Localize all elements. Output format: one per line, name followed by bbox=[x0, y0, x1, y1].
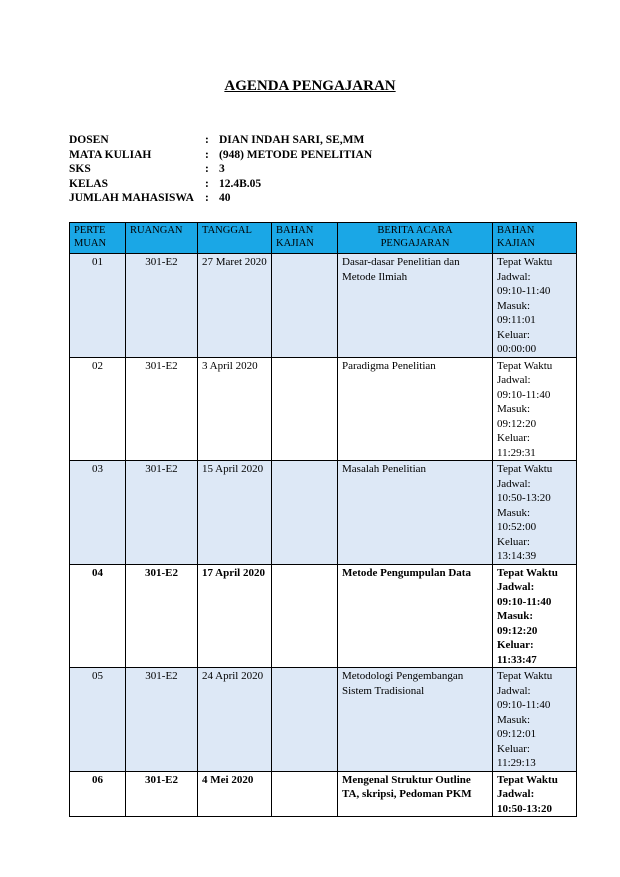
table-header-row bbox=[70, 223, 577, 254]
masuk-label: Masuk: bbox=[497, 403, 530, 415]
col-header-berita-acara: BERITA ACARA PENGAJARAN bbox=[338, 223, 493, 254]
cell-berita-acara: Dasar-dasar Penelitian dan Metode Ilmiah bbox=[338, 254, 493, 358]
masuk-label: Masuk: bbox=[497, 610, 534, 622]
course-info bbox=[69, 133, 372, 206]
cell-tanggal: 3 April 2020 bbox=[198, 357, 272, 461]
cell-berita-acara: Masalah Penelitian bbox=[338, 461, 493, 565]
info-label: KELAS bbox=[69, 177, 108, 190]
keluar-label: Keluar: bbox=[497, 742, 530, 755]
keluar-label: Keluar: bbox=[497, 639, 534, 651]
keluar-value: 11:33:47 bbox=[497, 653, 537, 666]
masuk-label: Masuk: bbox=[497, 506, 530, 519]
col-header-bahan-kajian-2: BAHAN KAJIAN bbox=[493, 223, 577, 254]
jadwal-label: Jadwal: bbox=[497, 581, 535, 593]
cell-ruangan: 301-E2 bbox=[126, 668, 198, 772]
agenda-table bbox=[69, 222, 577, 817]
jadwal-value: 10:50-13:20 bbox=[497, 492, 551, 504]
masuk-value: 09:12:20 bbox=[497, 624, 538, 637]
keluar-value: 11:29:13 bbox=[497, 757, 536, 769]
cell-kehadiran bbox=[493, 254, 577, 358]
info-label: JUMLAH MAHASISWA bbox=[69, 192, 194, 204]
cell-pertemuan: 06 bbox=[70, 771, 126, 817]
info-colon: : bbox=[205, 148, 209, 161]
table-row bbox=[70, 461, 577, 565]
keluar-label: Keluar: bbox=[497, 535, 530, 548]
cell-berita-acara: Mengenal Struktur Outline TA, skripsi, Pedoman PKM bbox=[338, 771, 493, 817]
jadwal-value: 10:50-13:20 bbox=[497, 802, 552, 815]
page-title: AGENDA PENGAJARAN bbox=[224, 78, 396, 94]
keluar-value: 11:29:31 bbox=[497, 446, 536, 459]
cell-pertemuan: 01 bbox=[70, 254, 126, 358]
masuk-label: Masuk: bbox=[497, 299, 530, 312]
cell-ruangan: 301-E2 bbox=[126, 357, 198, 461]
cell-tanggal: 24 April 2020 bbox=[198, 668, 272, 772]
cell-berita-acara: Metode Pengumpulan Data bbox=[338, 564, 493, 668]
table-row bbox=[70, 254, 577, 358]
cell-berita-acara: Metodologi Pengembangan Sistem Tradisional bbox=[338, 668, 493, 772]
attendance-status: Tepat Waktu bbox=[497, 463, 553, 475]
table-row bbox=[70, 771, 577, 817]
jadwal-label: Jadwal: bbox=[497, 788, 535, 800]
masuk-label: Masuk: bbox=[497, 713, 530, 726]
cell-kehadiran bbox=[493, 357, 577, 461]
table-row bbox=[70, 564, 577, 668]
info-value: (948) METODE PENELITIAN bbox=[219, 148, 373, 161]
jadwal-label: Jadwal: bbox=[497, 684, 531, 697]
info-colon: : bbox=[205, 177, 209, 190]
cell-kehadiran bbox=[493, 461, 577, 565]
cell-bahan-kajian bbox=[272, 564, 338, 668]
keluar-label: Keluar: bbox=[497, 328, 530, 341]
cell-ruangan: 301-E2 bbox=[126, 564, 198, 668]
cell-bahan-kajian bbox=[272, 254, 338, 358]
info-value: 40 bbox=[219, 192, 231, 204]
attendance-status: Tepat Waktu bbox=[497, 670, 553, 682]
cell-bahan-kajian bbox=[272, 771, 338, 817]
table-row bbox=[70, 357, 577, 461]
cell-pertemuan: 03 bbox=[70, 461, 126, 565]
cell-bahan-kajian bbox=[272, 461, 338, 565]
table-row bbox=[70, 668, 577, 772]
info-label: SKS bbox=[69, 163, 91, 175]
cell-bahan-kajian bbox=[272, 357, 338, 461]
col-header-tanggal: TANGGAL bbox=[198, 223, 272, 254]
info-label: MATA KULIAH bbox=[69, 148, 152, 161]
cell-ruangan: 301-E2 bbox=[126, 771, 198, 817]
jadwal-label: Jadwal: bbox=[497, 477, 531, 490]
col-header-ruangan: RUANGAN bbox=[126, 223, 198, 254]
info-colon: : bbox=[205, 192, 209, 204]
cell-pertemuan: 04 bbox=[70, 564, 126, 668]
masuk-value: 10:52:00 bbox=[497, 521, 537, 533]
col-header-bahan-kajian: BAHAN KAJIAN bbox=[272, 223, 338, 254]
cell-tanggal: 17 April 2020 bbox=[198, 564, 272, 668]
keluar-value: 00:00:00 bbox=[497, 343, 537, 355]
cell-berita-acara: Paradigma Penelitian bbox=[338, 357, 493, 461]
info-row-dosen bbox=[69, 133, 372, 148]
jadwal-value: 09:10-11:40 bbox=[497, 285, 551, 297]
info-row-kelas bbox=[69, 177, 372, 192]
attendance-status: Tepat Waktu bbox=[497, 256, 553, 268]
masuk-value: 09:12:01 bbox=[497, 728, 537, 740]
jadwal-label: Jadwal: bbox=[497, 374, 531, 386]
cell-tanggal: 27 Maret 2020 bbox=[198, 254, 272, 358]
info-value: 3 bbox=[219, 163, 225, 175]
attendance-status: Tepat Waktu bbox=[497, 566, 558, 579]
jadwal-value: 09:10-11:40 bbox=[497, 595, 552, 608]
cell-ruangan: 301-E2 bbox=[126, 254, 198, 358]
info-value: DIAN INDAH SARI, SE,MM bbox=[219, 134, 365, 146]
info-colon: : bbox=[205, 134, 209, 146]
keluar-value: 13:14:39 bbox=[497, 550, 537, 562]
info-row-sks bbox=[69, 162, 372, 177]
cell-tanggal: 4 Mei 2020 bbox=[198, 771, 272, 817]
masuk-value: 09:11:01 bbox=[497, 314, 536, 326]
cell-kehadiran bbox=[493, 668, 577, 772]
info-row-mata-kuliah bbox=[69, 148, 372, 163]
cell-kehadiran bbox=[493, 564, 577, 668]
col-header-pertemuan: PERTE MUAN bbox=[70, 223, 126, 254]
cell-kehadiran bbox=[493, 771, 577, 817]
cell-pertemuan: 02 bbox=[70, 357, 126, 461]
masuk-value: 09:12:20 bbox=[497, 417, 537, 430]
cell-bahan-kajian bbox=[272, 668, 338, 772]
jadwal-value: 09:10-11:40 bbox=[497, 388, 551, 401]
info-label: DOSEN bbox=[69, 134, 109, 146]
attendance-status: Tepat Waktu bbox=[497, 359, 553, 372]
info-row-jumlah-mahasiswa bbox=[69, 191, 372, 206]
info-colon: : bbox=[205, 163, 209, 175]
cell-tanggal: 15 April 2020 bbox=[198, 461, 272, 565]
attendance-status: Tepat Waktu bbox=[497, 773, 558, 786]
keluar-label: Keluar: bbox=[497, 432, 530, 444]
jadwal-value: 09:10-11:40 bbox=[497, 699, 551, 711]
jadwal-label: Jadwal: bbox=[497, 270, 531, 283]
info-value: 12.4B.05 bbox=[219, 177, 262, 190]
cell-ruangan: 301-E2 bbox=[126, 461, 198, 565]
cell-pertemuan: 05 bbox=[70, 668, 126, 772]
